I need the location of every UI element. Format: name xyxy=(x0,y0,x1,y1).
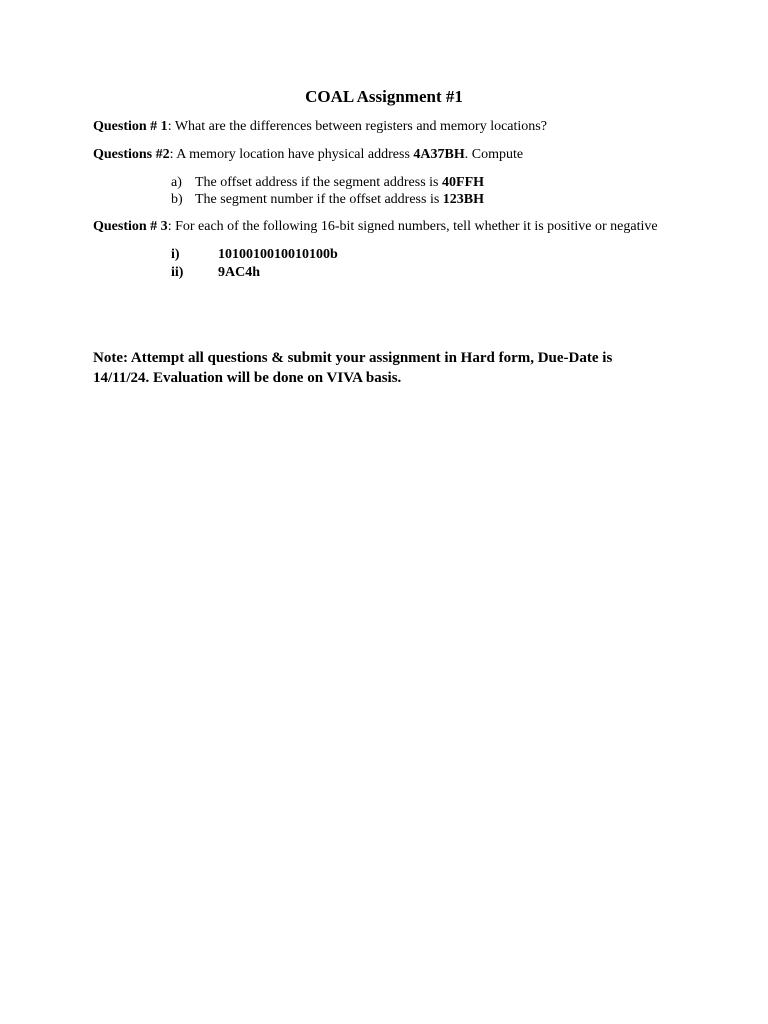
question-2-label: Questions #2 xyxy=(93,147,170,162)
item-ii-marker: ii) xyxy=(171,265,184,280)
question-1-label: Question # 1 xyxy=(93,119,168,134)
question-3-label: Question # 3 xyxy=(93,219,168,234)
question-1-text: : What are the differences between registers and memory locations? xyxy=(167,119,547,134)
part-a-description: The offset address if the segment address is xyxy=(195,175,443,190)
question-2-text-before: : A memory location have physical address xyxy=(169,147,414,162)
part-a-value: 40FFH xyxy=(442,175,485,190)
part-b-text xyxy=(195,191,484,208)
part-b-marker: b) xyxy=(171,192,183,207)
question-2-address: 4A37BH xyxy=(413,147,465,162)
question-3 xyxy=(93,218,658,236)
question-1 xyxy=(93,118,547,136)
question-3-text: : For each of the following 16-bit signed numbers, tell whether it is positive or negative xyxy=(167,219,658,234)
question-2 xyxy=(93,146,523,164)
question-2-text-after: . Compute xyxy=(464,147,524,162)
item-ii-value: 9AC4h xyxy=(218,265,261,280)
part-a-text xyxy=(195,174,484,191)
page-title: COAL Assignment #1 xyxy=(305,87,463,106)
part-a-marker: a) xyxy=(171,175,182,190)
part-b-description: The segment number if the offset address is xyxy=(195,192,443,207)
item-i-marker: i) xyxy=(171,247,180,262)
part-b-value: 123BH xyxy=(442,192,485,207)
assignment-note: Note: Attempt all questions & submit your assignment in Hard form, Due-Date is 14/11/24. Evaluation will be done on VIVA basis. xyxy=(93,350,613,386)
item-i-value: 1010010010010100b xyxy=(218,247,338,262)
